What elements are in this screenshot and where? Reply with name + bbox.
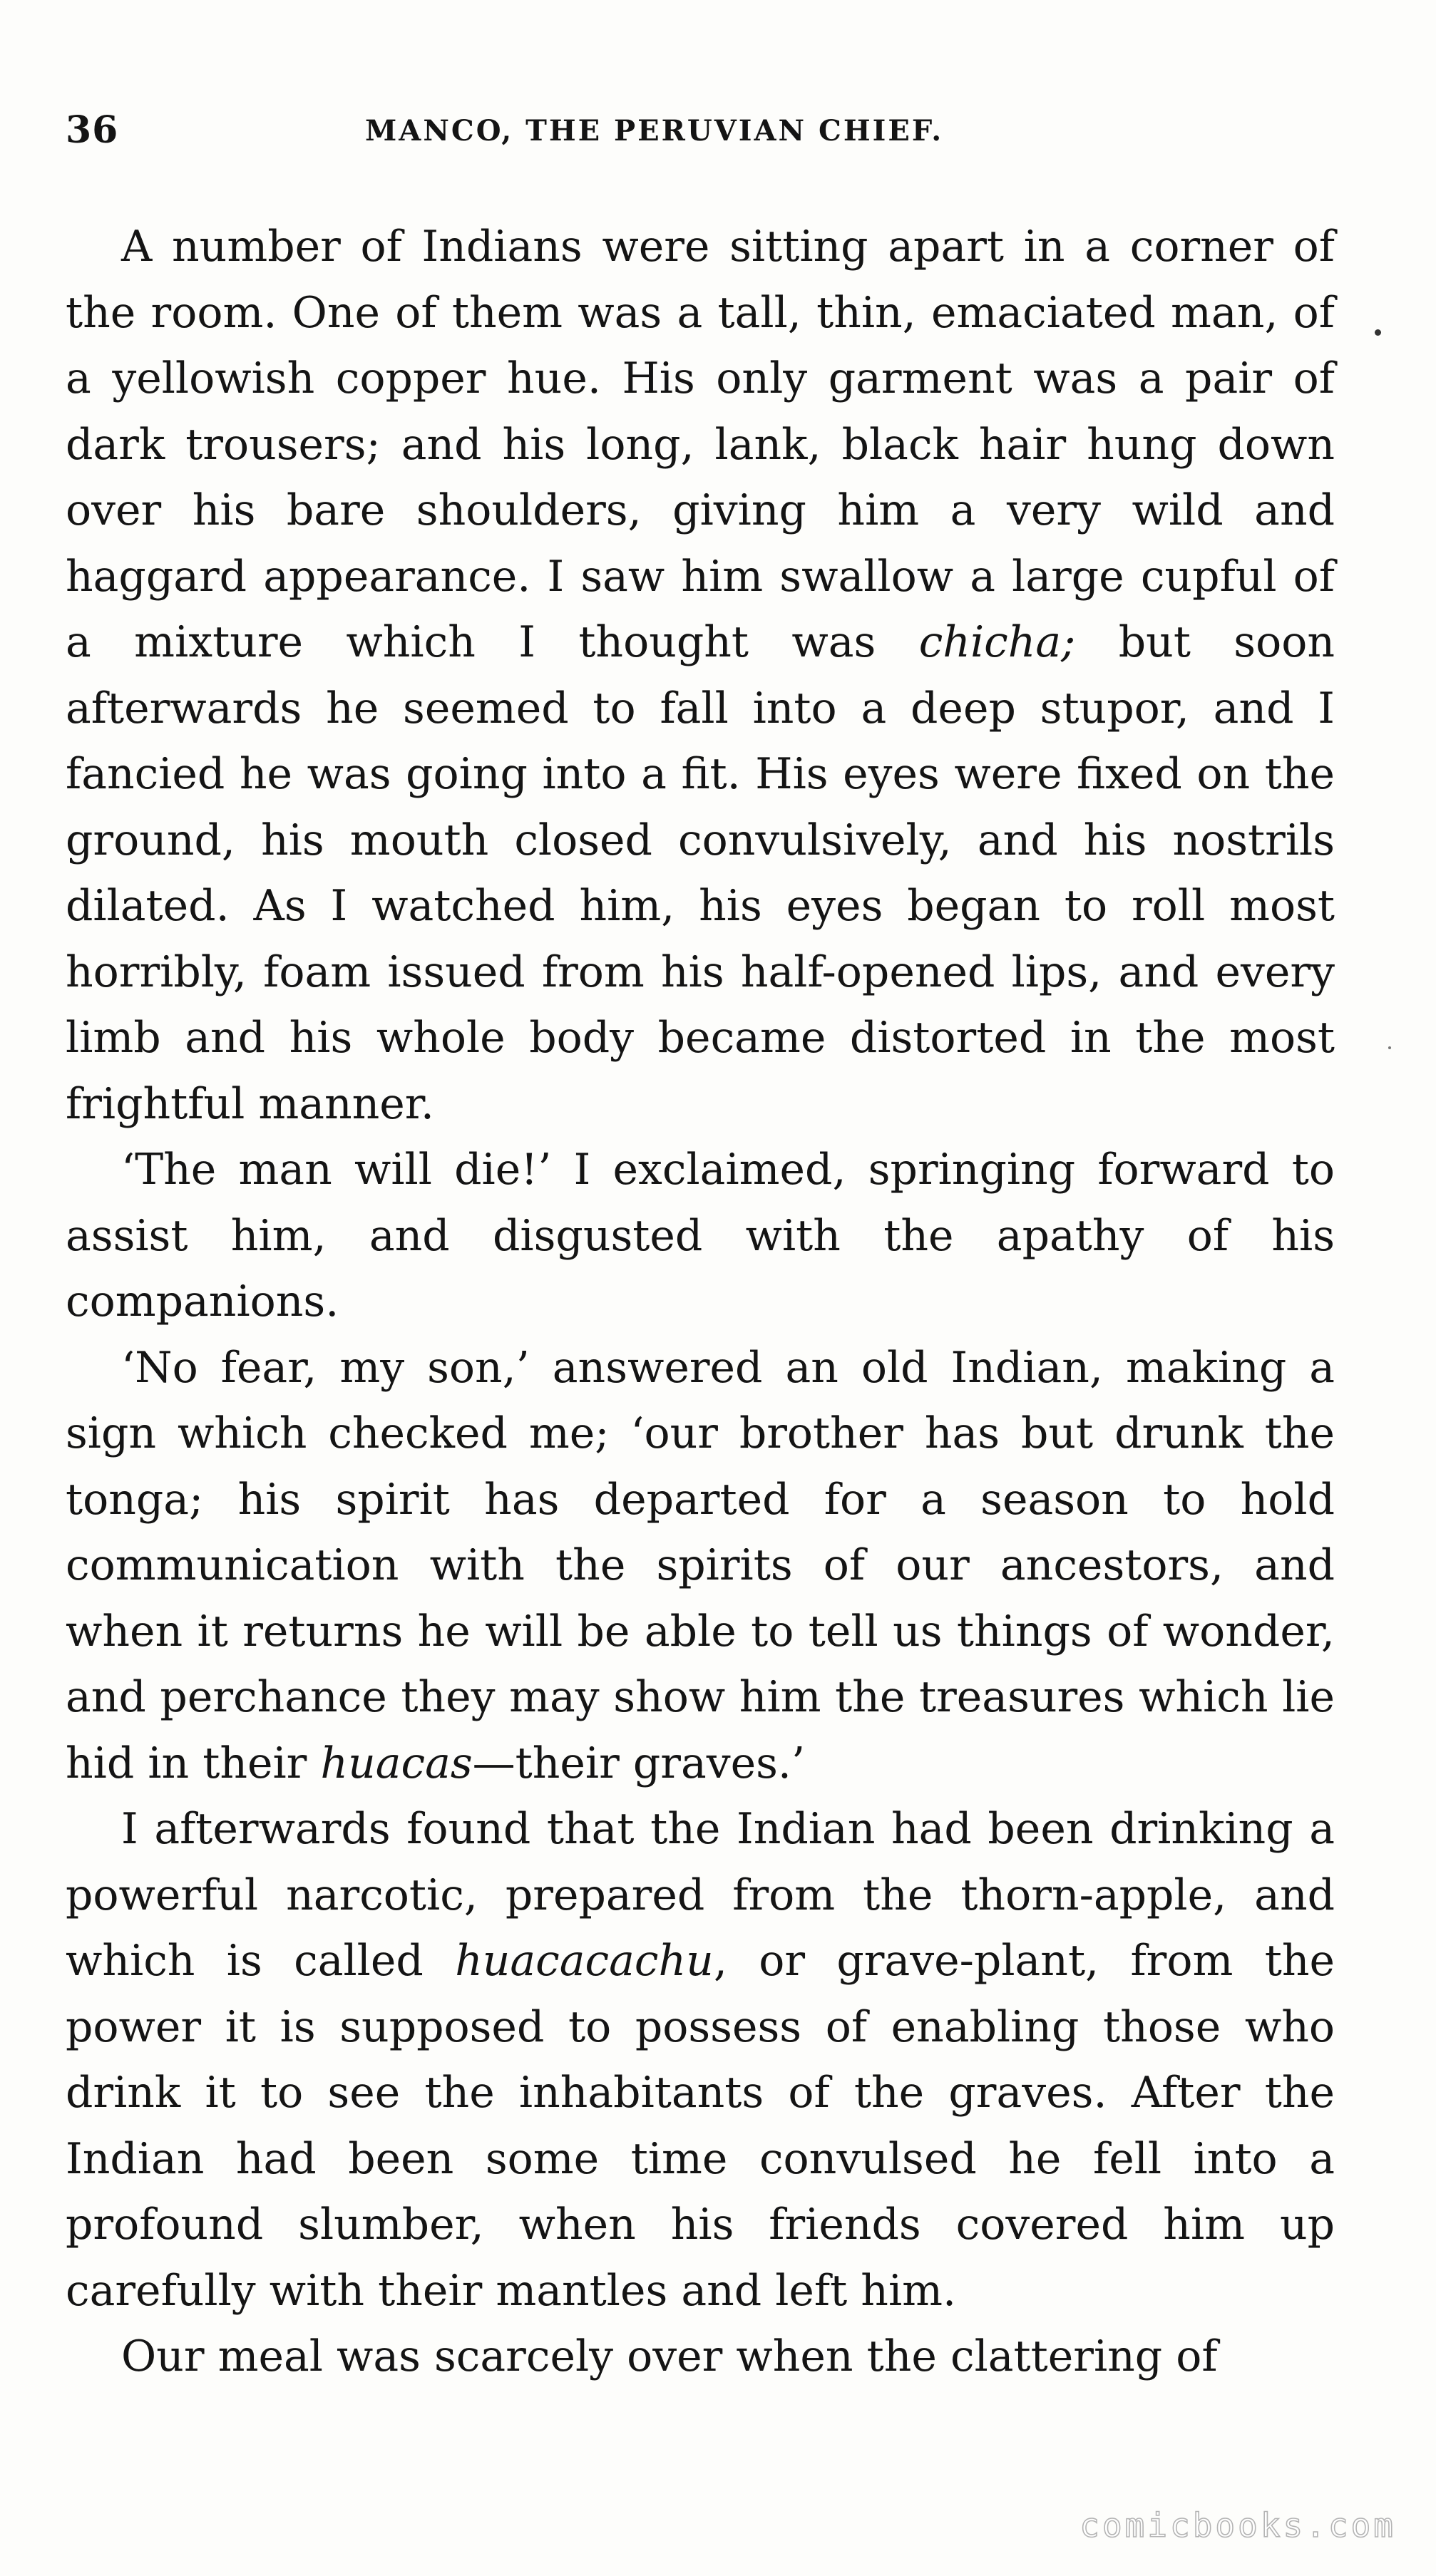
book-page xyxy=(66,0,1378,2576)
body-text xyxy=(66,214,1335,2390)
text-run: , or grave-plant, from the power it is supposed to possess of enabling those who drink it to see the inhabitants of the graves. After the Indian had been some time convulsed he fell into a profound slumber, when his friends covered him up carefully with their mantles and left him. xyxy=(66,1936,1335,2316)
print-speck xyxy=(1375,329,1381,336)
text-run: Our meal was scarcely over when the clattering of xyxy=(121,2332,1218,2381)
page-number: 36 xyxy=(66,108,119,152)
text-run: I afterwards found that the Indian had been drinking a powerful narcotic, prepared from the thorn-apple, and which is called xyxy=(66,1804,1335,1986)
italic-text: huacas xyxy=(320,1738,473,1788)
italic-text: huacacachu xyxy=(455,1936,714,1986)
page-header xyxy=(66,108,1378,172)
watermark: comicbooks.com xyxy=(1079,2506,1396,2545)
running-title: MANCO, THE PERUVIAN CHIEF. xyxy=(365,114,944,148)
paragraph xyxy=(66,1796,1335,2324)
paragraph xyxy=(66,1137,1335,1335)
paragraph xyxy=(66,214,1335,1137)
text-run: but soon afterwards he seemed to fall into a deep stupor, and I fancied he was going into a fit. His eyes were fixed on the ground, his mouth closed convulsively, and his nostrils dilated. As I watched him, his eyes began to roll most horribly, foam issued from his half-opened lips, and every limb and his whole body became distorted in the most frightful manner. xyxy=(66,617,1335,1129)
paragraph xyxy=(66,2324,1335,2390)
text-run: ‘No fear, my son,’ answered an old Indian, making a sign which checked me; ‘our brother has but drunk the tonga; his spirit has departed for a season to hold communication with the spirits of our ancestors, and when it returns he will be able to tell us things of wonder, and perchance they may show him the treasures which lie hid in their xyxy=(66,1342,1335,1788)
italic-text: chicha; xyxy=(918,617,1076,667)
text-run: ‘The man will die!’ I exclaimed, springing forward to assist him, and disgusted with the apathy of his companions. xyxy=(66,1145,1335,1326)
text-run: A number of Indians were sitting apart in a corner of the room. One of them was a tall, thin, emaciated man, of a yellowish copper hue. His only garment was a pair of dark trousers; and his long, lank, black hair hung down over his bare shoulders, giving him a very wild and haggard appearance. I saw him swallow a large cupful of a mixture which I thought was xyxy=(66,222,1335,667)
print-speck xyxy=(1388,1046,1391,1049)
text-run: —their graves.’ xyxy=(472,1738,806,1788)
paragraph xyxy=(66,1335,1335,1797)
